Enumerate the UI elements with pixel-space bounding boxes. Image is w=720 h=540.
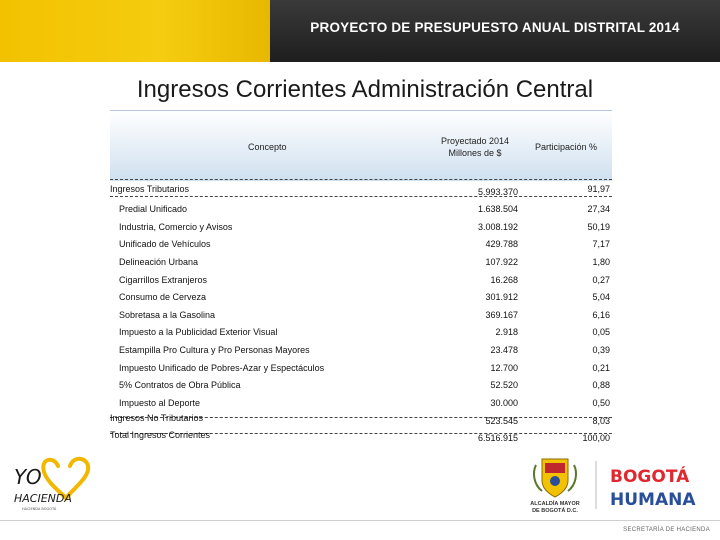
row-concept: Impuesto a la Publicidad Exterior Visual <box>119 327 278 337</box>
bogota-logos <box>528 455 708 515</box>
row-separator <box>110 179 612 180</box>
row-participation: 0,88 <box>592 380 610 390</box>
row-participation: 0,39 <box>592 345 610 355</box>
row-concept: Total Ingresos Corrientes <box>110 430 211 440</box>
footer-text: SECRETARÍA DE HACIENDA <box>623 527 710 533</box>
table-row <box>110 275 612 289</box>
row-concept: 5% Contratos de Obra Pública <box>119 380 241 390</box>
row-value: 523.545 <box>485 416 518 426</box>
row-participation: 0,05 <box>592 327 610 337</box>
row-participation: 27,34 <box>587 204 610 214</box>
col-header-projected <box>420 135 530 159</box>
table-row <box>110 292 612 306</box>
row-value: 2.918 <box>495 327 518 337</box>
col-header-participation: Participación % <box>534 142 598 152</box>
row-value: 3.008.192 <box>477 222 518 232</box>
row-value: 30.000 <box>490 398 518 408</box>
row-value: 369.167 <box>485 310 518 320</box>
table-row <box>110 363 612 377</box>
col-header-concept: Concepto <box>248 142 287 152</box>
coat-of-arms-icon <box>534 459 576 497</box>
table-row <box>110 413 612 427</box>
row-value: 1.638.504 <box>477 204 518 214</box>
page-title: Ingresos Corrientes Administración Central <box>136 76 594 103</box>
brand-humana: HUMANA <box>610 490 696 510</box>
logo-left-small: HACIENDA BOGOTÁ <box>22 507 57 511</box>
row-concept: Impuesto Unificado de Pobres-Azar y Espectáculos <box>119 363 325 373</box>
income-table <box>110 110 612 443</box>
row-concept: Ingresos Tributarios <box>110 184 190 194</box>
brand-bogota: BOGOTÁ <box>610 467 690 487</box>
row-concept: Sobretasa a la Gasolina <box>119 310 216 320</box>
row-value: 52.520 <box>490 380 518 390</box>
header-band <box>0 0 720 62</box>
row-participation: 0,50 <box>592 398 610 408</box>
footer-divider <box>0 520 720 521</box>
col-header-projected-line2: Millones de $ <box>448 148 502 158</box>
table-row <box>110 327 612 341</box>
row-concept: Impuesto al Deporte <box>119 398 201 408</box>
logo-left-hacienda: HACIENDA <box>14 492 72 505</box>
seal-line1: ALCALDÍA MAYOR <box>530 501 580 507</box>
table-row <box>110 380 612 394</box>
row-concept: Industria, Comercio y Avisos <box>119 222 233 232</box>
row-participation: 91,97 <box>587 184 610 194</box>
row-value: 5.993.370 <box>477 187 518 197</box>
row-participation: 6,16 <box>592 310 610 320</box>
table-row <box>110 184 612 198</box>
yo-hacienda-logo <box>10 452 100 517</box>
table-row <box>110 398 612 412</box>
row-value: 429.788 <box>485 239 518 249</box>
row-concept: Predial Unificado <box>119 204 188 214</box>
row-participation: 0,27 <box>592 275 610 285</box>
header-title: PROYECTO DE PRESUPUESTO ANUAL DISTRITAL 2014 <box>310 20 680 35</box>
row-concept: Cigarrillos Extranjeros <box>119 275 208 285</box>
row-concept: Ingresos No Tributarios <box>110 413 204 423</box>
row-participation: 0,21 <box>592 363 610 373</box>
row-value: 16.268 <box>490 275 518 285</box>
header-gold-block <box>0 0 270 62</box>
table-row <box>110 257 612 271</box>
row-participation: 1,80 <box>592 257 610 267</box>
row-value: 23.478 <box>490 345 518 355</box>
row-value: 301.912 <box>485 292 518 302</box>
row-concept: Delineación Urbana <box>119 257 199 267</box>
table-header <box>110 110 612 181</box>
table-row <box>110 204 612 218</box>
row-concept: Unificado de Vehículos <box>119 239 211 249</box>
table-row <box>110 430 612 444</box>
row-value: 107.922 <box>485 257 518 267</box>
table-row <box>110 222 612 236</box>
row-participation: 8,03 <box>592 416 610 426</box>
row-participation: 7,17 <box>592 239 610 249</box>
col-header-projected-line1: Proyectado 2014 <box>440 136 510 146</box>
logo-left-yo: YO <box>14 465 42 489</box>
seal-line2: DE BOGOTÁ D.C. <box>532 508 578 514</box>
row-concept: Estampilla Pro Cultura y Pro Personas Mayores <box>119 345 310 355</box>
row-participation: 50,19 <box>587 222 610 232</box>
row-concept: Consumo de Cerveza <box>119 292 207 302</box>
row-value: 12.700 <box>490 363 518 373</box>
table-row <box>110 239 612 253</box>
row-participation: 5,04 <box>592 292 610 302</box>
row-value: 6.516.915 <box>477 433 518 443</box>
table-row <box>110 345 612 359</box>
table-row <box>110 310 612 324</box>
row-participation: 100,00 <box>582 433 610 443</box>
